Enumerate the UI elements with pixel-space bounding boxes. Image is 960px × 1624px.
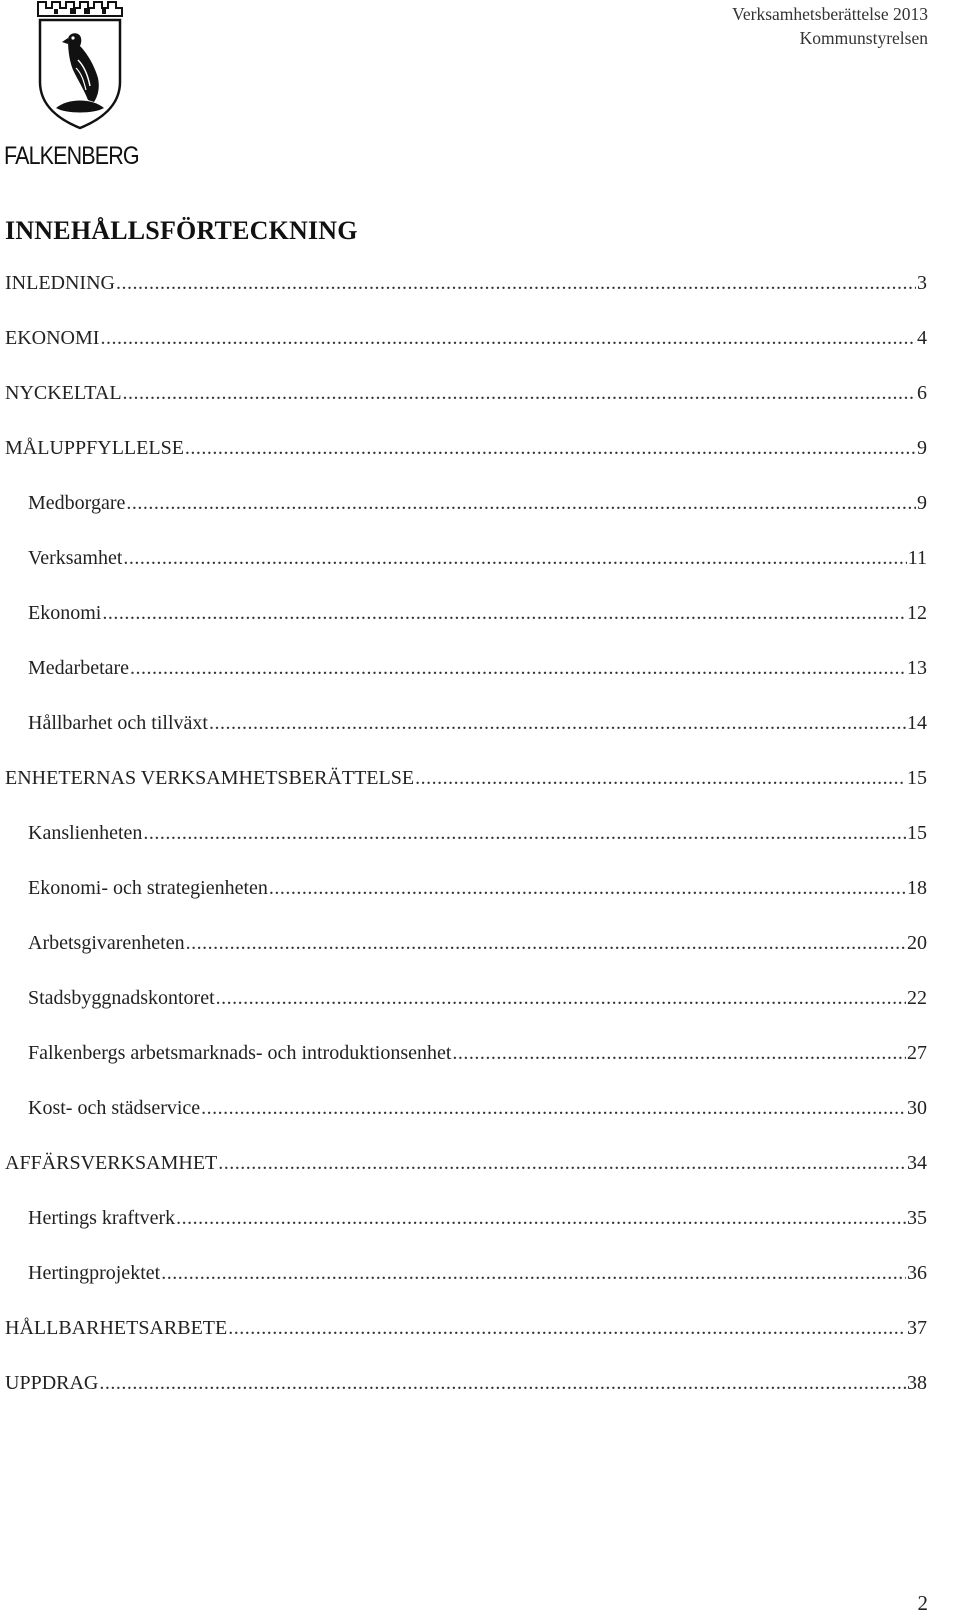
toc-dot-leader xyxy=(201,1097,906,1120)
toc-dot-leader xyxy=(269,877,906,900)
toc-entry-label: NYCKELTAL xyxy=(5,382,122,404)
toc-entry-label: Falkenbergs arbetsmarknads- och introduktionsenhet xyxy=(28,1042,452,1064)
toc-entry[interactable] xyxy=(5,1152,927,1207)
toc-entry[interactable] xyxy=(5,1042,927,1097)
toc-entry-page: 36 xyxy=(907,1262,927,1284)
toc-entry-page: 12 xyxy=(907,602,927,624)
toc-dot-leader xyxy=(218,1152,906,1175)
toc-entry-page: 38 xyxy=(907,1372,927,1394)
toc-dot-leader xyxy=(176,1207,906,1230)
toc-entry[interactable] xyxy=(5,382,927,437)
page-number: 2 xyxy=(917,1591,928,1615)
toc-entry-label: HÅLLBARHETSARBETE xyxy=(5,1317,228,1339)
toc-entry-label: Hertings kraftverk xyxy=(28,1207,176,1229)
toc-entry-label: Kost- och städservice xyxy=(28,1097,201,1119)
toc-dot-leader xyxy=(185,437,916,460)
toc-dot-leader xyxy=(161,1262,906,1285)
toc-entry-page: 34 xyxy=(907,1152,927,1174)
toc-entry[interactable] xyxy=(5,1097,927,1152)
toc-entry[interactable] xyxy=(5,877,927,932)
toc-entry-label: Stadsbyggnadskontoret xyxy=(28,987,215,1009)
toc-entry-page: 11 xyxy=(907,547,927,569)
toc-entry-page: 15 xyxy=(907,767,927,789)
toc-entry-label: Hertingprojektet xyxy=(28,1262,161,1284)
toc-entry-label: Ekonomi- och strategienheten xyxy=(28,877,268,899)
toc-entry-label: Kanslienheten xyxy=(28,822,143,844)
toc-entry-page: 6 xyxy=(917,382,927,404)
toc-entry[interactable] xyxy=(5,1372,927,1427)
report-title: Verksamhetsberättelse 2013 xyxy=(732,4,928,24)
toc-entry-label: MÅLUPPFYLLELSE xyxy=(5,437,184,459)
toc-entry-page: 18 xyxy=(907,877,927,899)
toc-entry-page: 9 xyxy=(917,437,927,459)
toc-dot-leader xyxy=(99,1372,906,1395)
toc-entry-page: 35 xyxy=(907,1207,927,1229)
toc-entry-page: 30 xyxy=(907,1097,927,1119)
coat-of-arms-icon xyxy=(34,0,126,132)
toc-dot-leader xyxy=(130,657,906,680)
toc-dot-leader xyxy=(186,932,906,955)
toc-entry-label: Arbetsgivarenheten xyxy=(28,932,185,954)
toc-dot-leader xyxy=(143,822,906,845)
toc-entry[interactable] xyxy=(5,987,927,1042)
toc-entry-page: 37 xyxy=(907,1317,927,1339)
toc-entry-label: Ekonomi xyxy=(28,602,102,624)
toc-dot-leader xyxy=(415,767,906,790)
toc-entry[interactable] xyxy=(5,1317,927,1372)
toc-dot-leader xyxy=(100,327,916,350)
toc-entry-label: AFFÄRSVERKSAMHET xyxy=(5,1152,218,1174)
toc-entry[interactable] xyxy=(5,767,927,822)
toc-entry-label: INLEDNING xyxy=(5,272,115,294)
toc-entry-page: 22 xyxy=(907,987,927,1009)
toc-entry-label: Hållbarhet och tillväxt xyxy=(28,712,208,734)
toc-entry-label: UPPDRAG xyxy=(5,1372,99,1394)
toc-entry-label: EKONOMI xyxy=(5,327,100,349)
toc-entry-page: 15 xyxy=(907,822,927,844)
toc-entry[interactable] xyxy=(5,712,927,767)
toc-dot-leader xyxy=(228,1317,906,1340)
table-of-contents xyxy=(5,272,927,1427)
toc-entry[interactable] xyxy=(5,437,927,492)
toc-entry-label: Verksamhet xyxy=(28,547,123,569)
toc-entry-page: 4 xyxy=(917,327,927,349)
page-header xyxy=(732,2,928,50)
logo-text: FALKENBERG xyxy=(4,142,139,170)
toc-dot-leader xyxy=(116,272,916,295)
toc-dot-leader xyxy=(123,547,906,570)
toc-entry[interactable] xyxy=(5,547,927,602)
toc-entry-page: 3 xyxy=(917,272,927,294)
toc-entry[interactable] xyxy=(5,272,927,327)
toc-dot-leader xyxy=(216,987,906,1010)
toc-entry[interactable] xyxy=(5,822,927,877)
toc-entry[interactable] xyxy=(5,602,927,657)
toc-entry-label: Medborgare xyxy=(28,492,126,514)
toc-entry[interactable] xyxy=(5,657,927,712)
toc-entry-page: 13 xyxy=(907,657,927,679)
toc-entry-page: 14 xyxy=(907,712,927,734)
toc-dot-leader xyxy=(126,492,916,515)
toc-entry[interactable] xyxy=(5,1262,927,1317)
toc-entry[interactable] xyxy=(5,327,927,382)
toc-entry-label: ENHETERNAS VERKSAMHETSBERÄTTELSE xyxy=(5,767,415,789)
toc-title: INNEHÅLLSFÖRTECKNING xyxy=(5,216,358,245)
toc-entry[interactable] xyxy=(5,1207,927,1262)
toc-dot-leader xyxy=(123,382,916,405)
falkenberg-logo xyxy=(4,0,154,170)
toc-entry[interactable] xyxy=(5,932,927,987)
toc-dot-leader xyxy=(102,602,906,625)
toc-entry[interactable] xyxy=(5,492,927,547)
toc-entry-page: 27 xyxy=(907,1042,927,1064)
toc-entry-page: 20 xyxy=(907,932,927,954)
toc-dot-leader xyxy=(452,1042,906,1065)
toc-entry-label: Medarbetare xyxy=(28,657,130,679)
toc-dot-leader xyxy=(209,712,906,735)
organization-name: Kommunstyrelsen xyxy=(799,28,928,48)
toc-entry-page: 9 xyxy=(917,492,927,514)
